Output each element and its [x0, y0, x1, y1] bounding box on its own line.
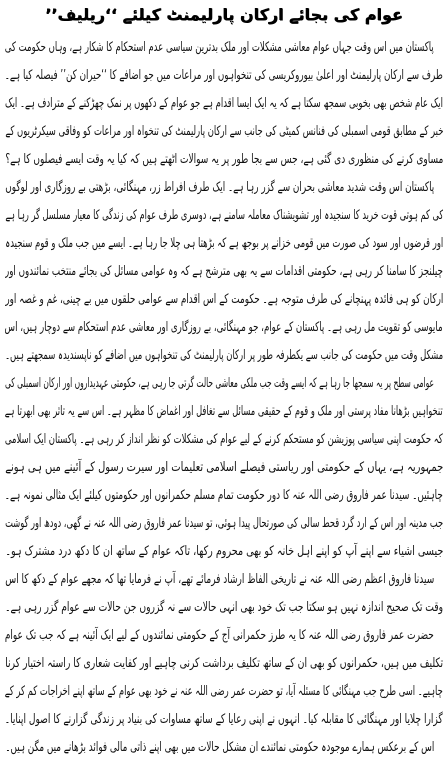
text-line	[5, 706, 443, 734]
line-text: عوامی سطح پر یہ سمجھا جا رہا ہے کہ ایسے وقت جب ملکی معاشی حالت گرتی جا رہی ہے، حکومتی عہدیداروں اور ارکان اسمبلی کی	[5, 376, 434, 391]
line-text: حضرت عمر فاروق رضی اللہ عنہ کا یہ طرز حکمرانی آج کے حکومتی نمائندوں کے لیے ایک آئینہ ہے کہ جب تک عوام	[5, 628, 434, 643]
text-line	[5, 650, 443, 678]
line-text: مشکل وقت میں حکومت کی جانب سے یکطرفہ طور پر ارکان پارلیمنٹ کی تنخواہوں میں اضافے کو ناپسندیدہ سمجھتے ہیں۔	[5, 348, 443, 363]
text-line	[5, 62, 443, 90]
article-body	[5, 34, 443, 762]
text-line	[5, 370, 443, 398]
line-text: کی کم ہوتی قوت خرید کا سنجیدہ اور تشویشناک معاملہ سامنے ہے، دوسری طرف عوام کی زندگی کا معیار مسلسل گر رہا ہے	[5, 208, 443, 223]
text-line	[5, 34, 443, 62]
text-line	[5, 286, 443, 314]
article-title: عوام کی بجائے ارکان پارلیمنٹ کیلئے ‘‘ریلیف’’	[45, 5, 403, 24]
text-line	[5, 566, 443, 594]
text-line	[5, 258, 443, 286]
line-text: تکلیف میں ہیں، حکمرانوں کو بھی ان کے ساتھ تکلیف برداشت کرنی چاہیے اور کفایت شعاری کا راستہ اختیار کرنا	[5, 656, 443, 671]
text-line	[5, 678, 443, 706]
line-text: طرف سے ارکان پارلیمنٹ اور اعلیٰ بیوروکریسی کی تنخواہوں اور مراعات میں جو اضافے کا ‘‘حیران کن’’ فیصلہ کیا ہے۔	[5, 68, 443, 83]
paragraph-6	[5, 734, 443, 762]
text-line	[5, 342, 443, 370]
paragraph-3	[5, 370, 443, 566]
line-text: ایک عام شخص بھی بخوبی سمجھ سکتا ہے کہ یہ ایک ایسا اقدام ہے جو عوام کے دکھوں پر نمک چھڑکنے کے مترادف ہے۔ ایک	[5, 96, 443, 111]
text-line	[5, 594, 443, 622]
line-text: کہ حکومت اپنی سیاسی پوزیشن کو مستحکم کرنے کے لیے عوام کی مشکلات کو نظر انداز کر رہی ہے۔ پاکستان ایک اسلامی	[5, 432, 443, 447]
text-line	[5, 398, 443, 426]
paragraph-1	[5, 34, 443, 174]
line-text: جیسی اشیاء سے اپنے آپ کو اپنے اہل خانہ کو بھی محروم رکھا، تاکہ عوام کے ساتھ ان کا دکھ درد مشترک ہو۔	[5, 544, 443, 559]
text-line	[5, 174, 443, 202]
text-line	[5, 622, 443, 650]
line-text: وقت تک صحیح اندازہ نہیں ہو سکتا جب تک خود بھی انہی حالات سے نہ گزروں جن حالات سے عوام گزر رہی ہے۔	[5, 600, 443, 615]
paragraph-4	[5, 566, 443, 622]
text-line	[5, 454, 443, 482]
line-text: جب مدینہ اور اس کے ارد گرد قحط سالی کی صورتحال پیدا ہوئی، تو سیدنا عمر فاروق رضی اللہ عنہ نے گھی، دودھ اور گوشت	[5, 516, 443, 531]
text-line	[5, 118, 443, 146]
text-line	[5, 90, 443, 118]
line-text: پاکستان اس وقت شدید معاشی بحران سے گزر رہا ہے۔ ایک طرف افراط زر، مہنگائی، بڑھتی بے روزگاری اور لوگوں	[5, 180, 434, 195]
line-text: سیدنا فاروق اعظم رضی اللہ عنہ نے تاریخی الفاظ ارشاد فرمائے تھے، آپ نے فرمایا تھا کہ مجھے عوام کے دکھ کا اس	[5, 572, 434, 587]
line-text: جمہوریہ ہے، یہاں کے حکومتی اور ریاستی فیصلے اسلامی تعلیمات اور سیرت رسول کے آئینے میں ہی ہونے	[5, 460, 443, 475]
text-line	[5, 202, 443, 230]
paragraph-5	[5, 622, 443, 734]
line-text: اور قرضوں اور سود کی صورت میں قومی خزانے پر بوجھ ہے کہ بڑھتا ہی چلا جا رہا ہے۔ ایسے میں جب ملک و قوم سنجیدہ	[5, 236, 443, 251]
line-text: چاہئیں۔ سیدنا عمر فاروق رضی اللہ عنہ کا دور حکومت تمام مسلم حکمرانوں اور حکومتوں کیلئے ایک مثالی نمونہ ہے۔	[5, 488, 443, 503]
line-text: مساوی کرنے کی منظوری دی گئی ہے، جس سے بجا طور پر یہ سوالات اٹھتے ہیں کہ کیا یہ وقت ایسے فیصلوں کا ہے؟	[5, 152, 443, 167]
line-text: ارکان کو ہی فائدہ پہنچانے کی طرف متوجہ ہے۔ حکومت کے اس اقدام سے عوامی حلقوں میں بے چینی، غم و غصہ اور	[5, 292, 443, 307]
text-line	[5, 146, 443, 174]
line-text: پاکستان میں اس وقت جہاں عوام معاشی مشکلات اور ملک بدترین سیاسی عدم استحکام کا شکار ہے، وہاں حکومت کی	[5, 40, 434, 55]
line-text: مایوسی کو تقویت مل رہی ہے۔ پاکستان کے عوام، جو مہنگائی، بے روزگاری اور معاشی عدم استحکام سے دوچار ہیں، اس	[5, 320, 443, 335]
text-line	[5, 230, 443, 258]
line-text: چیلنجز کا سامنا کر رہی ہے، حکومتی اقدامات سے یہ بھی مترشح ہے کہ وہ عوامی مسائل کی بجائے منتخب نمائندوں اور	[5, 264, 443, 279]
text-line	[5, 734, 443, 762]
text-line	[5, 426, 443, 454]
line-text: اس کے برعکس ہمارے موجودہ حکومتی نمائندے ان مشکل حالات میں بھی اپنے ذاتی مالی فوائد بڑھانے میں مگن ہیں۔	[5, 740, 434, 755]
text-line	[5, 510, 443, 538]
paragraph-2	[5, 174, 443, 370]
line-text: گزارا چلایا اور مہنگائی کا مقابلہ کیا۔ انہوں نے اپنی رعایا کے ساتھ مساوات کی بنیاد پر زندگی گزارنے کا اصول اپنایا۔	[5, 712, 443, 727]
line-text: تنخواہیں بڑھانا مفاد پرستی اور ملک و قوم کے حقیقی مسائل سے تغافل اور اغماض کا مظہر ہے۔ اس سے یہ تاثر بھی ابھرتا ہے	[5, 404, 443, 419]
text-line	[5, 314, 443, 342]
line-text: چاہیے۔ اسی طرح جب مہنگائی کا مسئلہ آیا، تو حضرت عمر رضی اللہ عنہ نے خود بھی عوام کے ساتھ اپنے اخراجات کم کر کے	[5, 684, 443, 699]
text-line	[5, 538, 443, 566]
text-line	[5, 482, 443, 510]
line-text: خبر کے مطابق قومی اسمبلی کی فنانس کمیٹی کی جانب سے ارکان پارلیمنٹ کی تنخواہ اور مراعات کو وفاقی سیکرٹریوں کے	[5, 124, 443, 139]
